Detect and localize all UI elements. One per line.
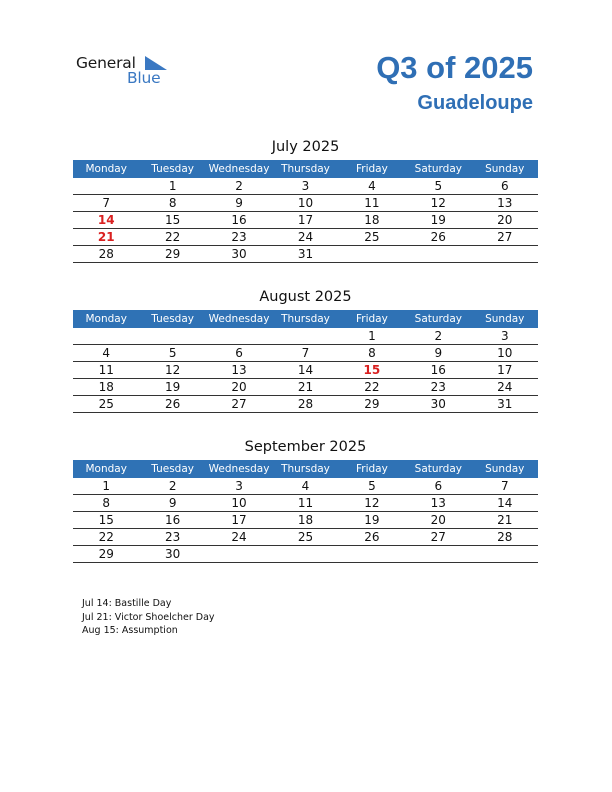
day-cell: 18 <box>272 512 338 529</box>
weekday-header: Sunday <box>472 310 538 328</box>
weekday-header: Saturday <box>405 160 471 178</box>
day-cell <box>472 546 538 563</box>
day-cell: 16 <box>405 362 471 379</box>
day-cell: 24 <box>272 229 338 246</box>
logo-text-blue: Blue <box>127 69 161 87</box>
day-cell: 15 <box>339 362 405 379</box>
day-cell: 20 <box>206 379 272 396</box>
weekday-header-row <box>73 160 538 178</box>
day-cell: 12 <box>139 362 205 379</box>
weekday-header: Saturday <box>405 310 471 328</box>
weekday-header: Wednesday <box>206 160 272 178</box>
calendar-table <box>73 310 538 413</box>
day-cell: 15 <box>139 212 205 229</box>
weekday-header: Thursday <box>272 460 338 478</box>
day-cell: 18 <box>339 212 405 229</box>
week-row <box>73 495 538 512</box>
day-cell: 30 <box>139 546 205 563</box>
day-cell: 22 <box>73 529 139 546</box>
day-cell: 23 <box>405 379 471 396</box>
weekday-header-row <box>73 310 538 328</box>
day-cell: 23 <box>139 529 205 546</box>
day-cell: 8 <box>339 345 405 362</box>
day-cell <box>405 546 471 563</box>
day-cell: 4 <box>272 478 338 495</box>
day-cell: 7 <box>73 195 139 212</box>
week-row <box>73 229 538 246</box>
day-cell: 24 <box>472 379 538 396</box>
day-cell: 21 <box>272 379 338 396</box>
calendar-table <box>73 460 538 563</box>
week-row <box>73 195 538 212</box>
day-cell: 29 <box>139 246 205 263</box>
day-cell: 11 <box>272 495 338 512</box>
weekday-header: Wednesday <box>206 310 272 328</box>
day-cell: 28 <box>73 246 139 263</box>
week-row <box>73 529 538 546</box>
weekday-header: Sunday <box>472 460 538 478</box>
weekday-header: Friday <box>339 310 405 328</box>
day-cell <box>405 246 471 263</box>
day-cell: 5 <box>339 478 405 495</box>
day-cell: 26 <box>405 229 471 246</box>
day-cell: 9 <box>405 345 471 362</box>
day-cell <box>472 246 538 263</box>
day-cell: 28 <box>472 529 538 546</box>
week-row <box>73 478 538 495</box>
day-cell: 12 <box>339 495 405 512</box>
week-row <box>73 362 538 379</box>
day-cell: 11 <box>339 195 405 212</box>
day-cell: 26 <box>339 529 405 546</box>
day-cell: 25 <box>73 396 139 413</box>
day-cell: 19 <box>139 379 205 396</box>
day-cell <box>206 328 272 345</box>
day-cell: 29 <box>73 546 139 563</box>
day-cell: 1 <box>339 328 405 345</box>
day-cell <box>73 328 139 345</box>
day-cell: 13 <box>472 195 538 212</box>
month-title: September 2025 <box>244 439 367 455</box>
logo-triangle-icon <box>145 56 167 70</box>
holiday-note: Jul 21: Victor Shoelcher Day <box>82 611 215 623</box>
day-cell: 22 <box>339 379 405 396</box>
day-cell <box>339 246 405 263</box>
week-row <box>73 328 538 345</box>
weekday-header: Friday <box>339 460 405 478</box>
day-cell: 16 <box>139 512 205 529</box>
month-title: August 2025 <box>259 289 352 305</box>
day-cell <box>272 328 338 345</box>
weekday-header: Friday <box>339 160 405 178</box>
month-title: July 2025 <box>271 139 340 155</box>
day-cell: 12 <box>405 195 471 212</box>
day-cell: 9 <box>139 495 205 512</box>
day-cell: 31 <box>272 246 338 263</box>
weekday-header: Tuesday <box>139 310 205 328</box>
day-cell: 27 <box>206 396 272 413</box>
day-cell: 6 <box>472 178 538 195</box>
day-cell <box>73 178 139 195</box>
weekday-header: Wednesday <box>206 460 272 478</box>
weekday-header: Monday <box>73 460 139 478</box>
day-cell: 20 <box>472 212 538 229</box>
day-cell: 5 <box>139 345 205 362</box>
day-cell: 18 <box>73 379 139 396</box>
day-cell <box>139 328 205 345</box>
holiday-note: Aug 15: Assumption <box>82 625 178 636</box>
day-cell: 21 <box>73 229 139 246</box>
weekday-header-row <box>73 460 538 478</box>
day-cell: 5 <box>405 178 471 195</box>
day-cell: 16 <box>206 212 272 229</box>
day-cell: 4 <box>339 178 405 195</box>
day-cell: 1 <box>73 478 139 495</box>
day-cell: 27 <box>472 229 538 246</box>
day-cell: 17 <box>472 362 538 379</box>
weekday-header: Monday <box>73 310 139 328</box>
weekday-header: Tuesday <box>139 460 205 478</box>
day-cell: 21 <box>472 512 538 529</box>
day-cell: 19 <box>339 512 405 529</box>
day-cell <box>272 546 338 563</box>
day-cell: 8 <box>73 495 139 512</box>
day-cell: 24 <box>206 529 272 546</box>
weekday-header: Saturday <box>405 460 471 478</box>
day-cell: 19 <box>405 212 471 229</box>
week-row <box>73 396 538 413</box>
day-cell: 2 <box>139 478 205 495</box>
calendar-table <box>73 160 538 263</box>
week-row <box>73 379 538 396</box>
day-cell: 23 <box>206 229 272 246</box>
weekday-header: Thursday <box>272 310 338 328</box>
week-row <box>73 512 538 529</box>
day-cell <box>339 546 405 563</box>
day-cell: 26 <box>139 396 205 413</box>
day-cell: 10 <box>472 345 538 362</box>
generalblue-logo <box>76 52 176 92</box>
day-cell: 15 <box>73 512 139 529</box>
day-cell: 17 <box>206 512 272 529</box>
week-row <box>73 178 538 195</box>
day-cell: 3 <box>206 478 272 495</box>
day-cell: 13 <box>206 362 272 379</box>
holiday-notes <box>82 597 215 638</box>
day-cell: 8 <box>139 195 205 212</box>
day-cell: 27 <box>405 529 471 546</box>
day-cell: 3 <box>272 178 338 195</box>
page-subtitle: Guadeloupe <box>417 92 533 114</box>
day-cell: 14 <box>472 495 538 512</box>
day-cell: 28 <box>272 396 338 413</box>
day-cell: 25 <box>272 529 338 546</box>
month-july <box>73 137 538 263</box>
day-cell: 14 <box>272 362 338 379</box>
day-cell: 2 <box>206 178 272 195</box>
day-cell: 2 <box>405 328 471 345</box>
page-title: Q3 of 2025 <box>376 50 533 85</box>
weekday-header: Thursday <box>272 160 338 178</box>
day-cell: 14 <box>73 212 139 229</box>
day-cell: 25 <box>339 229 405 246</box>
weekday-header: Tuesday <box>139 160 205 178</box>
day-cell: 7 <box>272 345 338 362</box>
day-cell: 22 <box>139 229 205 246</box>
month-august <box>73 287 538 413</box>
day-cell: 4 <box>73 345 139 362</box>
week-row <box>73 212 538 229</box>
day-cell <box>206 546 272 563</box>
weekday-header: Sunday <box>472 160 538 178</box>
day-cell: 17 <box>272 212 338 229</box>
day-cell: 20 <box>405 512 471 529</box>
week-row <box>73 246 538 263</box>
day-cell: 1 <box>139 178 205 195</box>
day-cell: 9 <box>206 195 272 212</box>
day-cell: 30 <box>405 396 471 413</box>
day-cell: 10 <box>206 495 272 512</box>
day-cell: 6 <box>206 345 272 362</box>
holiday-note: Jul 14: Bastille Day <box>82 598 172 609</box>
logo-text-general: General <box>76 54 136 72</box>
weekday-header: Monday <box>73 160 139 178</box>
month-september <box>73 437 538 563</box>
day-cell: 7 <box>472 478 538 495</box>
day-cell: 31 <box>472 396 538 413</box>
day-cell: 6 <box>405 478 471 495</box>
day-cell: 30 <box>206 246 272 263</box>
day-cell: 10 <box>272 195 338 212</box>
day-cell: 29 <box>339 396 405 413</box>
day-cell: 13 <box>405 495 471 512</box>
day-cell: 3 <box>472 328 538 345</box>
week-row <box>73 345 538 362</box>
day-cell: 11 <box>73 362 139 379</box>
week-row <box>73 546 538 563</box>
